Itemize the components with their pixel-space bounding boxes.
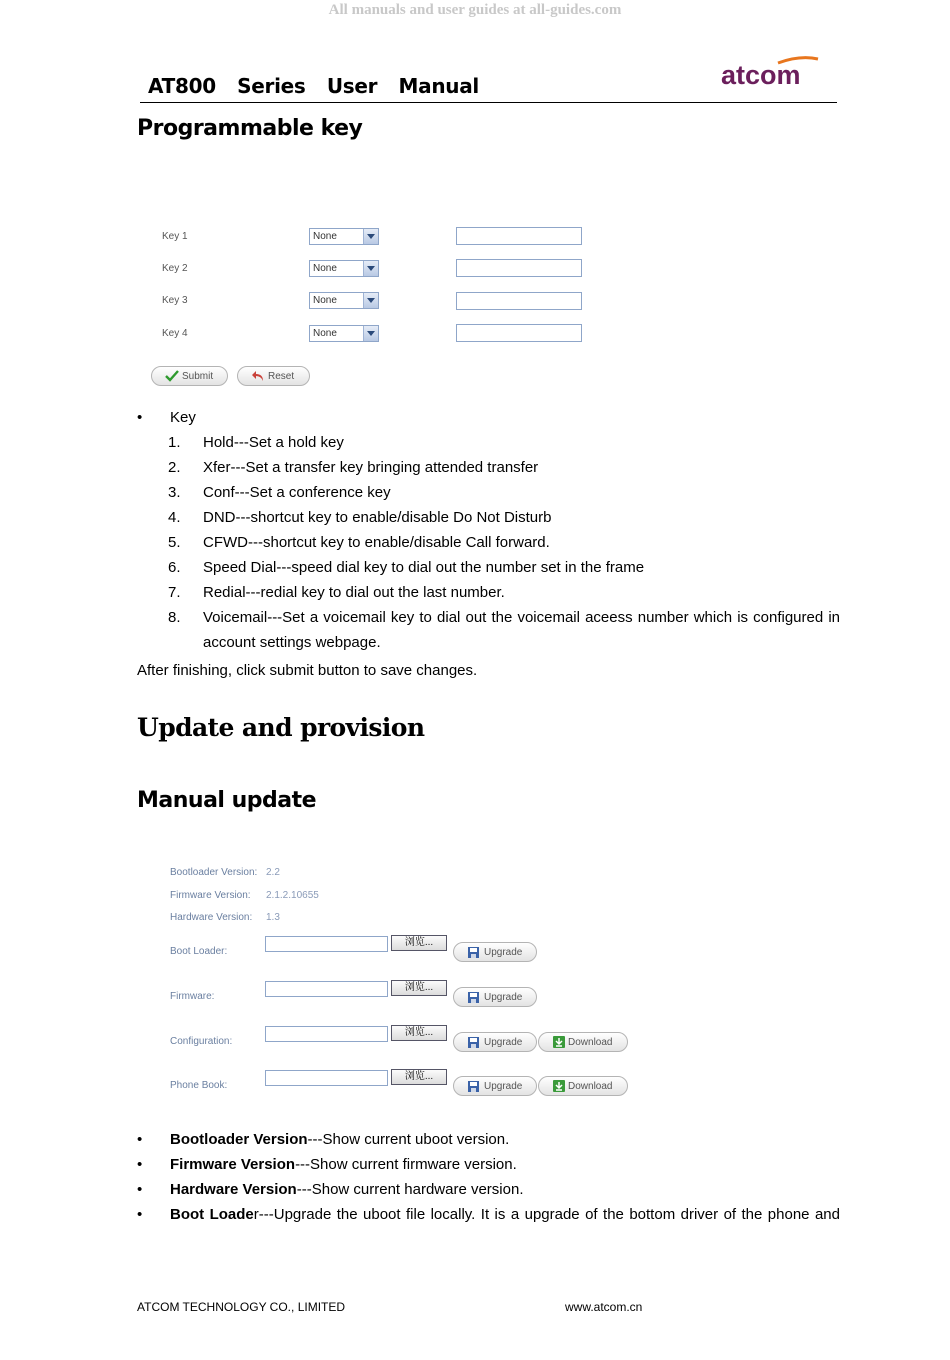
- download-label: Download: [568, 1081, 613, 1092]
- key-label: Key 1: [162, 231, 188, 242]
- manual-update-bullets: [137, 1127, 840, 1227]
- file-path-input[interactable]: [265, 1070, 388, 1086]
- save-disk-icon: [468, 1037, 479, 1048]
- list-item: • Firmware Version---Show current firmware version.: [137, 1156, 517, 1173]
- version-value: 2.2: [266, 867, 280, 878]
- reset-button[interactable]: [237, 366, 310, 386]
- download-button[interactable]: [538, 1076, 628, 1096]
- list-item: 4. DND---shortcut key to enable/disable Do Not Disturb: [168, 509, 552, 526]
- list-item: 2. Xfer---Set a transfer key bringing attended transfer: [168, 459, 539, 476]
- list-item: • Boot Loader---Upgrade the uboot file locally. It is a upgrade of the bottom driver of the phone and: [137, 1206, 840, 1223]
- key-value-input[interactable]: [456, 259, 582, 277]
- key-label: Key 2: [162, 263, 188, 274]
- list-item: 1. Hold---Set a hold key: [168, 434, 344, 451]
- key-type-select[interactable]: [309, 260, 379, 277]
- header-rule: [140, 102, 837, 103]
- browse-button[interactable]: 浏览...: [391, 1069, 447, 1085]
- key-value-input[interactable]: [456, 227, 582, 245]
- key-value-input[interactable]: [456, 324, 582, 342]
- download-button[interactable]: [538, 1032, 628, 1052]
- upgrade-label: Upgrade: [484, 1037, 523, 1048]
- key-label: Key 4: [162, 328, 188, 339]
- browse-button[interactable]: 浏览...: [391, 1025, 447, 1041]
- key-type-list: [168, 430, 840, 655]
- upgrade-label: Upgrade: [484, 1081, 523, 1092]
- version-value: 1.3: [266, 912, 280, 923]
- select-value: None: [313, 328, 337, 339]
- programmable-key-heading: Programmable key: [137, 116, 363, 141]
- file-path-input[interactable]: [265, 936, 388, 952]
- after-finishing-note: After finishing, click submit button to save changes.: [137, 662, 478, 679]
- browse-button[interactable]: 浏览...: [391, 980, 447, 996]
- list-item: • Hardware Version---Show current hardware version.: [137, 1181, 524, 1198]
- version-label: Hardware Version:: [170, 912, 253, 923]
- key-value-input[interactable]: [456, 292, 582, 310]
- key-type-select[interactable]: [309, 292, 379, 309]
- chevron-down-icon: [363, 229, 378, 244]
- upload-label: Configuration:: [170, 1036, 233, 1047]
- upgrade-button[interactable]: [453, 942, 537, 962]
- upload-label: Firmware:: [170, 991, 215, 1002]
- list-item: 3. Conf---Set a conference key: [168, 484, 391, 501]
- upgrade-button[interactable]: [453, 1076, 537, 1096]
- list-item: 7. Redial---redial key to dial out the last number.: [168, 584, 505, 601]
- save-disk-icon: [468, 1081, 479, 1092]
- select-value: None: [313, 231, 337, 242]
- upgrade-button[interactable]: [453, 987, 537, 1007]
- upgrade-button[interactable]: [453, 1032, 537, 1052]
- select-value: None: [313, 263, 337, 274]
- list-item: • Bootloader Version---Show current uboot version.: [137, 1131, 510, 1148]
- undo-arrow-icon: [251, 370, 265, 382]
- key-label: Key 3: [162, 295, 188, 306]
- key-type-select[interactable]: [309, 228, 379, 245]
- file-path-input[interactable]: [265, 981, 388, 997]
- save-disk-icon: [468, 947, 479, 958]
- save-disk-icon: [468, 992, 479, 1003]
- upgrade-label: Upgrade: [484, 947, 523, 958]
- list-item: 8. Voicemail---Set a voicemail key to dial out the voicemail aceess number which is configured in account settings webpage.: [168, 609, 840, 651]
- upload-label: Boot Loader:: [170, 946, 228, 957]
- chevron-down-icon: [363, 293, 378, 308]
- version-value: 2.1.2.10655: [266, 890, 319, 901]
- file-path-input[interactable]: [265, 1026, 388, 1042]
- download-icon: [553, 1080, 565, 1092]
- upload-label: Phone Book:: [170, 1080, 228, 1091]
- submit-label: Submit: [182, 371, 214, 382]
- browse-button[interactable]: 浏览...: [391, 935, 447, 951]
- download-icon: [553, 1036, 565, 1048]
- manual-title: AT800 Series User Manual: [148, 74, 479, 98]
- footer-website[interactable]: www.atcom.cn: [565, 1300, 643, 1314]
- update-provision-heading: Update and provision: [137, 713, 425, 742]
- watermark: All manuals and user guides at all-guides.com: [328, 2, 622, 18]
- bullet-point: •: [137, 409, 143, 426]
- upgrade-label: Upgrade: [484, 992, 523, 1003]
- chevron-down-icon: [363, 326, 378, 341]
- version-label: Firmware Version:: [170, 890, 251, 901]
- key-bullet-label: Key: [170, 409, 196, 426]
- download-label: Download: [568, 1037, 613, 1048]
- key-type-select[interactable]: [309, 325, 379, 342]
- submit-button[interactable]: [151, 366, 228, 386]
- version-label: Bootloader Version:: [170, 867, 258, 878]
- list-item: 6. Speed Dial---speed dial key to dial out the number set in the frame: [168, 559, 645, 576]
- footer-company: ATCOM TECHNOLOGY CO., LIMITED: [137, 1300, 346, 1314]
- manual-update-heading: Manual update: [137, 788, 317, 813]
- reset-label: Reset: [268, 371, 295, 382]
- checkmark-icon: [165, 370, 179, 382]
- select-value: None: [313, 295, 337, 306]
- list-item: 5. CFWD---shortcut key to enable/disable Call forward.: [168, 534, 550, 551]
- svg-text:atcom: atcom: [721, 60, 801, 90]
- chevron-down-icon: [363, 261, 378, 276]
- atcom-logo: [720, 56, 820, 90]
